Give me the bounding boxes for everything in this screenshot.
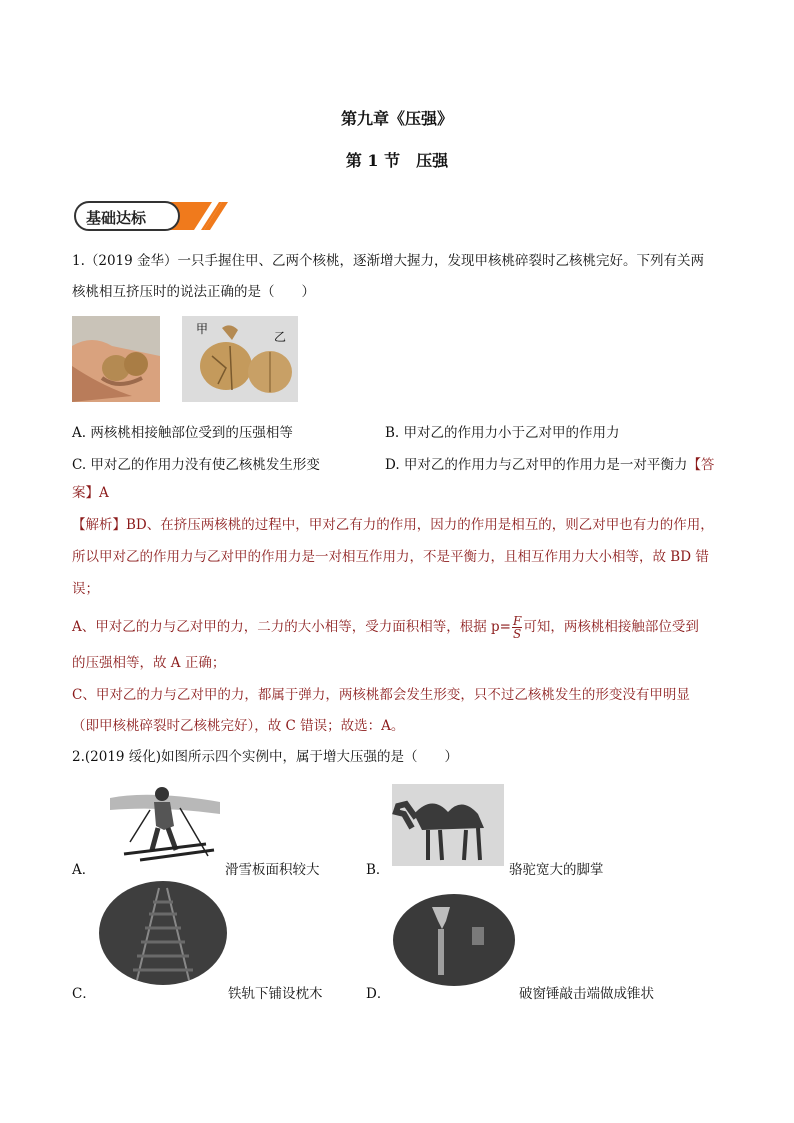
q1-stem-line2: 核桃相互挤压时的说法正确的是（ ） [72, 284, 315, 300]
q2-option-d-caption: 破窗锤敲击端做成锥状 [519, 986, 654, 1002]
q1-analysis-line7: （即甲核桃碎裂时乙核桃完好），故 C 错误；故选：A。 [72, 718, 405, 734]
q1-answer-open: 【答 [687, 457, 715, 473]
q1-option-c: C. 甲对乙的作用力没有使乙核桃发生形变 [72, 457, 320, 473]
section-title: 第 1 节 压强 [345, 151, 449, 170]
skier-image [110, 780, 220, 868]
q1-option-a: A. 两核桃相接触部位受到的压强相等 [72, 425, 293, 441]
camel-image [392, 784, 504, 866]
q2-option-d-letter: D． [366, 986, 391, 1002]
q1-analysis-line3: 误； [72, 581, 99, 597]
q1-option-b: B. 甲对乙的作用力小于乙对甲的作用力 [385, 425, 620, 441]
q2-option-b-caption: 骆驼宽大的脚掌 [509, 862, 604, 878]
q1-analysis-line1: 【解析】BD、在挤压两核桃的过程中，甲对乙有力的作用，因力的作用是相互的，则乙对甲也有力的作用， [72, 517, 714, 533]
walnut-label-yi: 乙 [274, 330, 287, 344]
railway-image [97, 880, 229, 986]
formula-denominator: S [513, 627, 522, 641]
banner-label: 基础达标 [86, 209, 147, 227]
q2-option-c-letter: C． [72, 986, 96, 1002]
q1-analysis-line4-b: 可知，两核桃相接触部位受到 [523, 619, 699, 635]
chapter-title: 第九章《压强》 [340, 109, 453, 128]
hand-walnut-photo [72, 316, 160, 402]
q2-option-b-letter: B． [366, 862, 390, 878]
section-banner [72, 198, 232, 234]
q1-stem-line1: 1.（2019 金华）一只手握住甲、乙两个核桃，逐渐增大握力，发现甲核桃碎裂时乙核桃完好。下列有关两 [72, 253, 705, 269]
q2-option-a-letter: A． [72, 862, 96, 878]
q1-analysis-line4-a: A、甲对乙的力与乙对甲的力，二力的大小相等，受力面积相等，根据 p= [72, 619, 511, 635]
q1-analysis-line2: 所以甲对乙的作用力与乙对甲的作用力是一对相互作用力，不是平衡力，且相互作用力大小相等，故 BD 错 [72, 549, 709, 565]
q2-option-c-caption: 铁轨下铺设枕木 [228, 986, 323, 1002]
hammer-image [392, 893, 516, 987]
q2-stem: 2.(2019 绥化)如图所示四个实例中，属于增大压强的是（ ） [72, 749, 459, 765]
q2-option-a-caption: 滑雪板面积较大 [225, 862, 320, 878]
walnut-label-jia: 甲 [196, 322, 209, 336]
q1-answer: 案】A [72, 485, 109, 501]
q1-analysis-line5: 的压强相等，故 A 正确； [72, 655, 226, 671]
q1-analysis-line6: C、甲对乙的力与乙对甲的力，都属于弹力，两核桃都会发生形变，只不过乙核桃发生的形变没有甲明显 [72, 687, 690, 703]
q1-analysis-line4 [72, 615, 722, 640]
two-walnuts-photo [182, 316, 298, 402]
pressure-formula [512, 615, 522, 640]
formula-numerator: F [513, 614, 522, 628]
q1-option-d-text: D. 甲对乙的作用力与乙对甲的作用力是一对平衡力 [385, 457, 688, 473]
q1-option-d [385, 453, 714, 473]
